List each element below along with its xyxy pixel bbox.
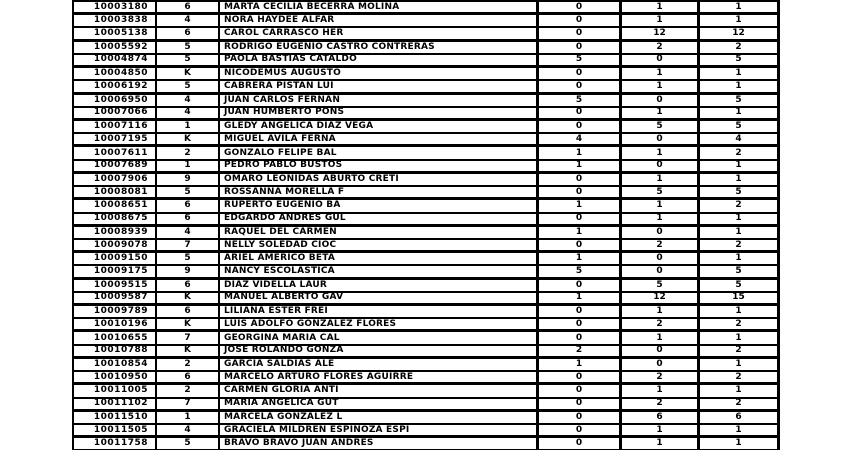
cell-value-1: 0 (539, 425, 622, 435)
cell-value-2: 1 (622, 108, 700, 118)
cell-check-digit: 6 (157, 372, 220, 382)
cell-value-1: 0 (539, 319, 622, 329)
cell-rut-number: 10007195 (74, 134, 157, 144)
cell-rut-number: 10008939 (74, 227, 157, 238)
cell-value-1: 0 (539, 399, 622, 409)
cell-check-digit: 4 (157, 425, 220, 435)
cell-check-digit: 9 (157, 174, 220, 185)
cell-full-name: MANUEL ALBERTO GAV (220, 293, 539, 303)
cell-value-3: 1 (735, 213, 742, 224)
cell-rut-number: 10007906 (74, 174, 157, 185)
cell-value-2: 12 (622, 28, 700, 38)
cell-rut-number: 10003180 (74, 2, 157, 12)
cell-check-digit: 6 (157, 200, 220, 211)
cell-value-1: 5 (539, 95, 622, 106)
cell-rut-number: 10005592 (74, 42, 157, 53)
cell-full-name: GARCIA SALDIAS ALE (220, 359, 539, 370)
cell-check-digit: 4 (157, 95, 220, 106)
cell-value-2: 2 (622, 372, 700, 382)
cell-value-1: 1 (539, 161, 622, 171)
cell-rut-number: 10010854 (74, 359, 157, 370)
cell-rut-number: 10010950 (74, 372, 157, 382)
cell-rut-number: 10006192 (74, 81, 157, 91)
cell-value-3: 15 (732, 292, 745, 303)
cell-full-name: JUAN HUMBERTO PONS (220, 108, 539, 118)
cell-value-3: 2 (735, 398, 742, 409)
cell-value-1: 0 (539, 280, 622, 291)
cell-full-name: MARCELO ARTURO FLORES AGUIRRE (220, 372, 539, 382)
cell-value-2: 2 (622, 399, 700, 409)
cell-value-1: 0 (539, 306, 622, 317)
cell-check-digit: 7 (157, 399, 220, 409)
cell-value-2: 5 (622, 187, 700, 197)
cell-rut-number: 10004850 (74, 68, 157, 79)
cell-value-1: 1 (539, 147, 622, 158)
cell-value-3: 1 (735, 332, 742, 343)
cell-rut-number: 10010655 (74, 332, 157, 343)
cell-check-digit: 6 (157, 28, 220, 38)
table-row (74, 42, 777, 55)
cell-value-2: 1 (622, 81, 700, 91)
cell-check-digit: 5 (157, 187, 220, 197)
cell-full-name: CARMEN GLORIA ANTI (220, 385, 539, 396)
table-row (74, 425, 777, 438)
cell-check-digit: 5 (157, 438, 220, 449)
table-row (74, 266, 777, 279)
cell-value-3: 1 (735, 81, 742, 91)
cell-value-1: 0 (539, 187, 622, 197)
cell-value-3: 2 (735, 41, 742, 52)
table-row (74, 95, 777, 108)
cell-value-3: 1 (735, 107, 742, 118)
cell-check-digit: 4 (157, 227, 220, 238)
cell-value-2: 0 (622, 161, 700, 171)
cell-rut-number: 10007066 (74, 108, 157, 118)
cell-value-2: 5 (622, 121, 700, 132)
cell-rut-number: 10004874 (74, 55, 157, 65)
table-row (74, 253, 777, 266)
cell-value-1: 0 (539, 121, 622, 132)
cell-value-1: 1 (539, 359, 622, 370)
cell-full-name: RAQUEL DEL CARMEN (220, 227, 539, 238)
cell-value-1: 0 (539, 372, 622, 382)
cell-rut-number: 10009515 (74, 280, 157, 291)
cell-value-1: 0 (539, 2, 622, 12)
cell-full-name: CAROL CARRASCO HER (220, 28, 539, 38)
cell-rut-number: 10011758 (74, 438, 157, 449)
cell-value-1: 1 (539, 293, 622, 303)
cell-rut-number: 10009789 (74, 306, 157, 317)
table-row (74, 2, 777, 15)
cell-value-3: 1 (735, 425, 742, 435)
cell-value-3: 1 (735, 173, 742, 184)
cell-value-3: 1 (735, 385, 742, 396)
cell-rut-number: 10008675 (74, 214, 157, 224)
cell-value-2: 1 (622, 147, 700, 158)
cell-value-3: 1 (735, 306, 742, 317)
cell-value-2: 1 (622, 438, 700, 449)
cell-value-2: 1 (622, 2, 700, 12)
table-row (74, 161, 777, 174)
cell-value-1: 0 (539, 68, 622, 79)
table-row (74, 214, 777, 227)
cell-value-2: 0 (622, 95, 700, 106)
cell-full-name: GRACIELA MILDREN ESPINOZA ESPI (220, 425, 539, 435)
table-row (74, 227, 777, 240)
cell-full-name: PEDRO PABLO BUSTOS (220, 161, 539, 171)
cell-rut-number: 10007689 (74, 161, 157, 171)
cell-full-name: RODRIGO EUGENIO CASTRO CONTRERAS (220, 42, 539, 53)
cell-value-1: 0 (539, 438, 622, 449)
cell-rut-number: 10008081 (74, 187, 157, 197)
cell-value-3: 1 (735, 438, 742, 449)
table-row (74, 399, 777, 412)
cell-value-3: 2 (735, 239, 742, 250)
cell-rut-number: 10007611 (74, 147, 157, 158)
table-row (74, 306, 777, 319)
cell-rut-number: 10011102 (74, 399, 157, 409)
cell-value-2: 0 (622, 266, 700, 276)
cell-value-2: 1 (622, 68, 700, 79)
cell-value-2: 1 (622, 425, 700, 435)
cell-full-name: NORA HAYDEE ALFAR (220, 15, 539, 26)
cell-value-1: 1 (539, 200, 622, 211)
cell-check-digit: K (157, 293, 220, 303)
cell-value-1: 1 (539, 227, 622, 238)
table-row (74, 385, 777, 398)
cell-value-1: 5 (539, 55, 622, 65)
cell-rut-number: 10009587 (74, 293, 157, 303)
cell-value-1: 0 (539, 15, 622, 26)
cell-rut-number: 10011510 (74, 412, 157, 423)
cell-check-digit: 9 (157, 266, 220, 276)
cell-value-3: 1 (735, 160, 742, 171)
cell-rut-number: 10007116 (74, 121, 157, 132)
cell-value-1: 0 (539, 412, 622, 423)
cell-value-3: 1 (735, 68, 742, 79)
cell-check-digit: 7 (157, 240, 220, 250)
cell-value-3: 2 (735, 319, 742, 329)
cell-value-1: 0 (539, 332, 622, 343)
cell-value-3: 1 (735, 226, 742, 237)
cell-full-name: ARIEL AMERICO BETA (220, 253, 539, 264)
cell-value-2: 0 (622, 134, 700, 144)
cell-check-digit: 1 (157, 161, 220, 171)
cell-check-digit: 6 (157, 214, 220, 224)
cell-value-1: 5 (539, 266, 622, 276)
cell-value-2: 2 (622, 240, 700, 250)
table-row (74, 108, 777, 121)
cell-check-digit: K (157, 68, 220, 79)
cell-rut-number: 10009150 (74, 253, 157, 264)
cell-check-digit: 6 (157, 280, 220, 291)
cell-rut-number: 10010196 (74, 319, 157, 329)
table-row (74, 240, 777, 253)
cell-value-3: 1 (735, 359, 742, 370)
cell-rut-number: 10009078 (74, 240, 157, 250)
cell-rut-number: 10010788 (74, 346, 157, 356)
cell-value-3: 5 (735, 121, 742, 132)
cell-value-2: 0 (622, 346, 700, 356)
cell-full-name: GONZALO FELIPE BAL (220, 147, 539, 158)
cell-full-name: MIGUEL AVILA FERNA (220, 134, 539, 144)
cell-value-2: 1 (622, 200, 700, 211)
cell-full-name: JOSE ROLANDO GONZA (220, 346, 539, 356)
table-row (74, 174, 777, 187)
cell-check-digit: 2 (157, 359, 220, 370)
cell-value-1: 0 (539, 385, 622, 396)
cell-rut-number: 10009175 (74, 266, 157, 276)
table-row (74, 359, 777, 372)
cell-value-1: 0 (539, 240, 622, 250)
cell-rut-number: 10011005 (74, 385, 157, 396)
cell-value-3: 2 (735, 345, 742, 356)
cell-full-name: MARTA CECILIA BECERRA MOLINA (220, 2, 539, 12)
cell-value-2: 2 (622, 319, 700, 329)
cell-full-name: DIAZ VIDELLA LAUR (220, 280, 539, 291)
cell-check-digit: K (157, 134, 220, 144)
cell-value-2: 0 (622, 227, 700, 238)
cell-value-2: 12 (622, 293, 700, 303)
cell-full-name: NELLY SOLEDAD CIOC (220, 240, 539, 250)
cell-check-digit: 5 (157, 55, 220, 65)
cell-rut-number: 10003838 (74, 15, 157, 26)
table-row (74, 68, 777, 81)
table-row (74, 187, 777, 200)
cell-value-2: 6 (622, 412, 700, 423)
cell-check-digit: 7 (157, 332, 220, 343)
cell-value-2: 1 (622, 385, 700, 396)
table-row (74, 200, 777, 213)
cell-check-digit: 4 (157, 108, 220, 118)
cell-rut-number: 10011505 (74, 425, 157, 435)
cell-value-2: 1 (622, 174, 700, 185)
cell-value-1: 0 (539, 42, 622, 53)
cell-full-name: ROSSANNA MORELLA F (220, 187, 539, 197)
table-row (74, 319, 777, 332)
cell-full-name: MARCELA GONZALEZ L (220, 412, 539, 423)
table-row (74, 438, 777, 450)
cell-value-3: 2 (735, 372, 742, 382)
cell-value-1: 4 (539, 134, 622, 144)
cell-rut-number: 10006950 (74, 95, 157, 106)
cell-full-name: PAOLA BASTIAS CATALDO (220, 55, 539, 65)
cell-value-3: 2 (735, 147, 742, 158)
cell-value-2: 5 (622, 280, 700, 291)
cell-value-2: 0 (622, 359, 700, 370)
table-row (74, 15, 777, 28)
cell-full-name: BRAVO BRAVO JUAN ANDRES (220, 438, 539, 449)
table-row (74, 332, 777, 345)
cell-value-1: 0 (539, 28, 622, 38)
cell-value-3: 12 (732, 28, 745, 39)
cell-check-digit: K (157, 346, 220, 356)
cell-full-name: LILIANA ESTER FREI (220, 306, 539, 317)
cell-check-digit: 6 (157, 306, 220, 317)
table-row (74, 412, 777, 425)
table-row (74, 147, 777, 160)
cell-check-digit: K (157, 319, 220, 329)
cell-check-digit: 4 (157, 15, 220, 26)
cell-full-name: GEORGINA MARIA CAL (220, 332, 539, 343)
cell-full-name: OMARO LEONIDAS ABURTO CRETI (220, 174, 539, 185)
cell-value-1: 2 (539, 346, 622, 356)
cell-check-digit: 1 (157, 121, 220, 132)
table-row (74, 280, 777, 293)
cell-full-name: LUIS ADOLFO GONZALEZ FLORES (220, 319, 539, 329)
table-row (74, 81, 777, 94)
cell-full-name: NANCY ESCOLASTICA (220, 266, 539, 276)
cell-full-name: GLEDY ANGELICA DIAZ VEGA (220, 121, 539, 132)
cell-check-digit: 5 (157, 42, 220, 53)
cell-value-3: 5 (735, 54, 742, 65)
cell-check-digit: 1 (157, 412, 220, 423)
cell-value-1: 0 (539, 174, 622, 185)
cell-value-3: 5 (735, 279, 742, 290)
table-row (74, 121, 777, 134)
cell-value-1: 0 (539, 214, 622, 224)
cell-value-3: 6 (735, 411, 742, 422)
cell-value-1: 1 (539, 253, 622, 264)
cell-value-2: 0 (622, 55, 700, 65)
cell-value-1: 0 (539, 108, 622, 118)
cell-value-3: 5 (735, 187, 742, 197)
table-row (74, 134, 777, 147)
cell-value-3: 5 (735, 266, 742, 276)
cell-full-name: MARIA ANGELICA GUT (220, 399, 539, 409)
cell-value-3: 4 (735, 134, 742, 144)
table-row (74, 293, 777, 306)
table-row (74, 372, 777, 385)
data-table (72, 0, 780, 450)
cell-full-name: RUPERTO EUGENIO BA (220, 200, 539, 211)
cell-full-name: JUAN CARLOS FERNAN (220, 95, 539, 106)
cell-full-name: NICODEMUS AUGUSTO (220, 68, 539, 79)
cell-check-digit: 2 (157, 385, 220, 396)
cell-full-name: EDGARDO ANDRES GUL (220, 214, 539, 224)
cell-value-2: 1 (622, 306, 700, 317)
cell-value-2: 2 (622, 42, 700, 53)
cell-check-digit: 2 (157, 147, 220, 158)
cell-value-1: 0 (539, 81, 622, 91)
cell-rut-number: 10008651 (74, 200, 157, 211)
cell-value-3: 1 (735, 2, 742, 12)
table-row (74, 55, 777, 68)
cell-value-3: 1 (735, 253, 742, 264)
table-row (74, 346, 777, 359)
cell-value-3: 2 (735, 200, 742, 211)
cell-full-name: CABRERA PISTAN LUI (220, 81, 539, 91)
cell-value-2: 1 (622, 332, 700, 343)
cell-check-digit: 6 (157, 2, 220, 12)
cell-check-digit: 5 (157, 253, 220, 264)
cell-check-digit: 5 (157, 81, 220, 91)
table-row (74, 28, 777, 41)
cell-value-2: 1 (622, 214, 700, 224)
cell-value-2: 0 (622, 253, 700, 264)
cell-value-3: 5 (735, 94, 742, 105)
cell-rut-number: 10005138 (74, 28, 157, 38)
cell-value-3: 1 (735, 15, 742, 26)
cell-value-2: 1 (622, 15, 700, 26)
